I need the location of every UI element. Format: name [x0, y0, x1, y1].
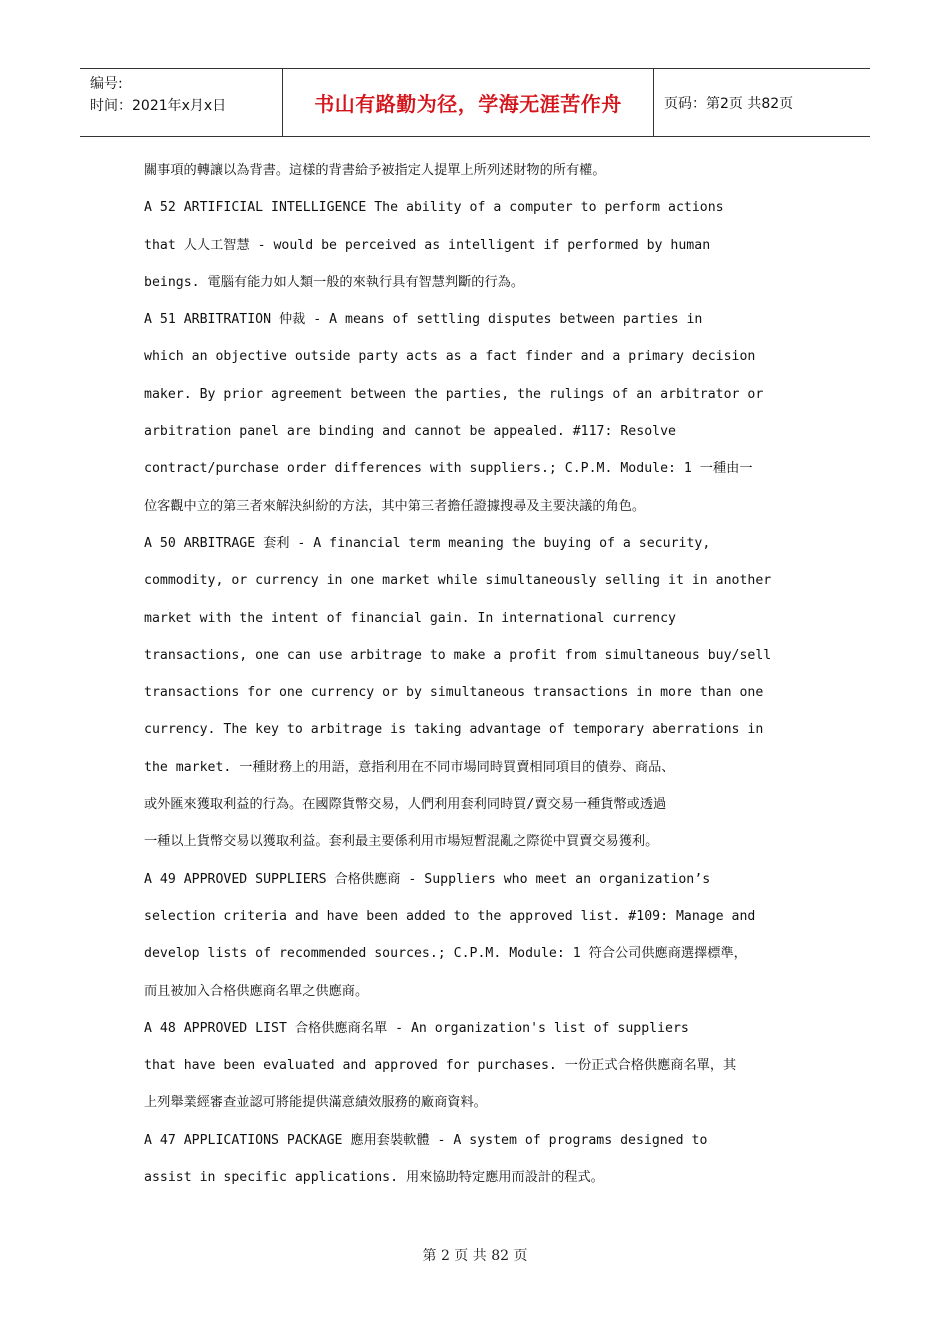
document-body: [144, 152, 807, 1196]
text-line: market with the intent of financial gain. In international currency: [144, 610, 676, 626]
date-label: 时间：2021年x月x日: [90, 98, 227, 114]
text-line: that have been evaluated and approved for purchases. 一份正式合格供應商名單，其: [144, 1058, 737, 1074]
text-line: develop lists of recommended sources.; C.P.M. Module: 1 符合公司供應商選擇標準，: [144, 946, 747, 962]
text-line: A 51 ARBITRATION 仲裁 - A means of settling disputes between parties in: [144, 312, 703, 328]
code-label: 编号:: [90, 76, 123, 92]
text-line: transactions, one can use arbitrage to make a profit from simultaneous buy/sell: [144, 647, 772, 663]
text-line: A 49 APPROVED SUPPLIERS 合格供應商 - Suppliers who meet an organization’s: [144, 871, 711, 887]
text-line: selection criteria and have been added to the approved list. #109: Manage and: [144, 908, 756, 924]
text-line: the market. 一種財務上的用語，意指利用在不同市場同時買賣相同項目的債券、商品、: [144, 759, 675, 775]
header-motto: 书山有路勤为径，学海无涯苦作舟: [282, 69, 654, 136]
text-line: 上列舉業經審查並認可將能提供滿意績效服務的廠商資料。: [144, 1095, 487, 1111]
text-line: maker. By prior agreement between the parties, the rulings of an arbitrator or: [144, 386, 764, 402]
text-line: beings. 電腦有能力如人類一般的來執行具有智慧判斷的行為。: [144, 274, 525, 290]
header-page-label: 页码：第2页 共82页: [664, 95, 794, 112]
text-line: contract/purchase order differences with suppliers.; C.P.M. Module: 1 一種由一: [144, 461, 753, 477]
text-line: 或外匯來獲取利益的行為。在國際貨幣交易，人們利用套利同時買/賣交易一種貨幣或透過: [144, 797, 667, 813]
text-line: which an objective outside party acts as a fact finder and a primary decision: [144, 349, 756, 365]
text-line: commodity, or currency in one market while simultaneously selling it in another: [144, 573, 772, 589]
text-line: 而且被加入合格供應商名單之供應商。: [144, 983, 369, 999]
text-line: transactions for one currency or by simultaneous transactions in more than one: [144, 685, 764, 701]
text-line: A 52 ARTIFICIAL INTELLIGENCE The ability of a computer to perform actions: [144, 200, 724, 216]
text-line: assist in specific applications. 用來協助特定應用而設計的程式。: [144, 1170, 604, 1186]
page-header: [80, 68, 870, 137]
text-line: arbitration panel are binding and cannot be appealed. #117: Resolve: [144, 424, 676, 440]
text-line: A 48 APPROVED LIST 合格供應商名單 - An organization's list of suppliers: [144, 1020, 689, 1036]
text-line: A 50 ARBITRAGE 套利 - A financial term meaning the buying of a security,: [144, 535, 711, 551]
text-line: currency. The key to arbitrage is taking advantage of temporary aberrations in: [144, 722, 764, 738]
page-footer: 第 2 页 共 82 页: [422, 1248, 528, 1264]
text-line: 一種以上貨幣交易以獲取利益。套利最主要係利用市場短暫混亂之際從中買賣交易獲利。: [144, 834, 659, 850]
text-line: 關事項的轉讓以為背書。這樣的背書給予被指定人提單上所列述財物的所有權。: [144, 163, 606, 178]
text-line: A 47 APPLICATIONS PACKAGE 應用套裝軟體 - A system of programs designed to: [144, 1132, 708, 1148]
text-line: 位客觀中立的第三者來解決糾紛的方法，其中第三者擔任證據搜尋及主要決議的角色。: [144, 498, 646, 514]
text-line: that 人人工智慧 - would be perceived as intelligent if performed by human: [144, 237, 711, 253]
header-meta: [80, 69, 282, 136]
